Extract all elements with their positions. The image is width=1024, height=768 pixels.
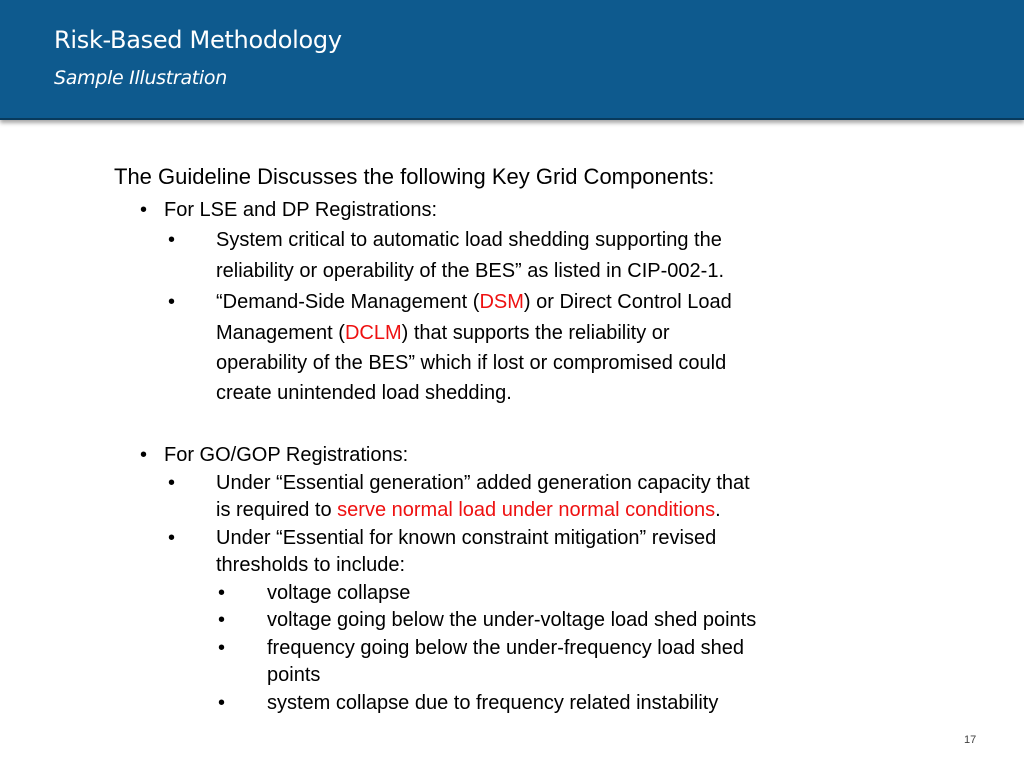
lse-dp-item1-line1: System critical to automatic load shedding supporting the <box>216 229 722 251</box>
header-banner <box>0 0 1024 120</box>
lse-dp-item1-line2: reliability or operability of the BES” as listed in CIP-002-1. <box>216 260 725 282</box>
text-segment: ) or Direct Control Load <box>523 291 732 313</box>
sub-item-underfrequency-line2: points <box>267 664 321 686</box>
page-number: 17 <box>964 734 977 746</box>
go-gop-item1-line1: Under “Essential generation” added generation capacity that <box>216 472 750 494</box>
bullet-marker: • <box>218 582 226 604</box>
text-segment: . <box>715 499 721 521</box>
lse-dp-item2-line1 <box>216 290 732 314</box>
go-gop-item2-line1: Under “Essential for known constraint mitigation” revised <box>216 527 717 549</box>
sub-item-voltage-collapse: voltage collapse <box>267 582 411 604</box>
bullet-marker: • <box>168 229 176 251</box>
lse-dp-item2-line4: create unintended load shedding. <box>216 382 512 404</box>
bullet-marker: • <box>140 444 148 466</box>
bullet-marker: • <box>218 692 226 714</box>
sub-item-underfrequency-line1: frequency going below the under-frequency load shed <box>267 637 744 659</box>
text-segment: is required to <box>216 499 338 521</box>
slide-subtitle: Sample Illustration <box>54 67 227 89</box>
content-heading: The Guideline Discusses the following Key Grid Components: <box>114 164 715 189</box>
text-segment: Management ( <box>216 322 345 344</box>
go-gop-item2-line2: thresholds to include: <box>216 554 406 576</box>
bullet-marker: • <box>168 527 176 549</box>
bullet-marker: • <box>168 291 176 313</box>
text-segment: ) that supports the reliability or <box>401 322 670 344</box>
go-gop-item1-line2 <box>216 498 721 522</box>
slide-title: Risk-Based Methodology <box>54 26 342 54</box>
lse-dp-item2-line3: operability of the BES” which if lost or compromised could <box>216 352 727 374</box>
text-segment: “Demand-Side Management ( <box>216 291 480 313</box>
lse-dp-label: For LSE and DP Registrations: <box>164 199 438 221</box>
bullet-marker: • <box>218 637 226 659</box>
lse-dp-item2-line2 <box>216 321 670 345</box>
bullet-marker: • <box>218 609 226 631</box>
sub-item-system-collapse: system collapse due to frequency related instability <box>267 692 719 714</box>
bullet-marker: • <box>168 472 176 494</box>
bullet-marker: • <box>140 199 148 221</box>
go-gop-label: For GO/GOP Registrations: <box>164 444 409 466</box>
sub-item-undervoltage: voltage going below the under-voltage load shed points <box>267 609 757 631</box>
dsm-highlight: DSM <box>479 291 524 313</box>
normal-conditions-highlight: serve normal load under normal conditions <box>337 499 716 521</box>
dclm-highlight: DCLM <box>344 322 402 344</box>
